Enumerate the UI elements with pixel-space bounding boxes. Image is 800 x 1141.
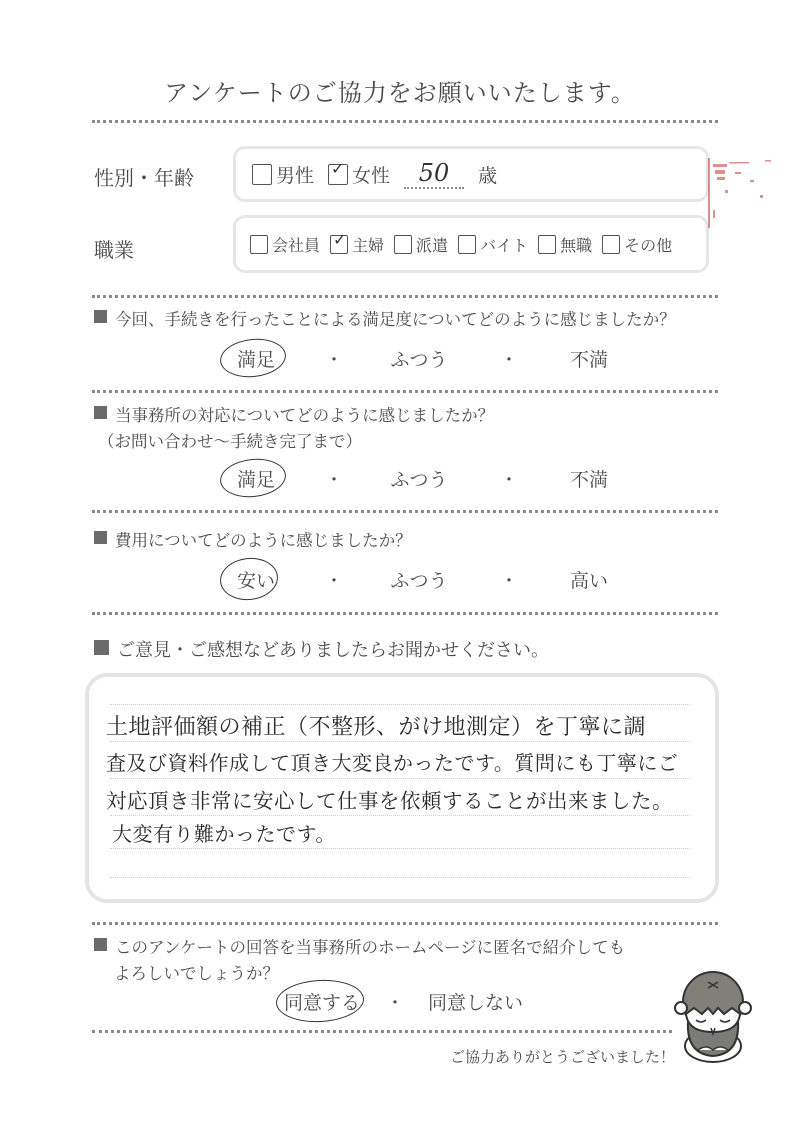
separator: ・ [386, 992, 404, 1014]
gender-female-checkbox[interactable] [328, 158, 348, 185]
separator: ・ [325, 469, 343, 491]
consent-question-line2: よろしいでしょうか？ [114, 964, 279, 983]
occupation-other-checkbox[interactable] [602, 235, 620, 254]
comments-prompt [94, 636, 549, 662]
occupation-parttime-checkbox[interactable] [458, 235, 476, 254]
ruled-line [110, 877, 690, 878]
comment-line-3: 対応頂き非常に安心して仕事を依頼することが出来ました。 [106, 789, 673, 813]
divider [92, 390, 718, 393]
q3-option-cheap-label: 安い [236, 570, 275, 592]
separator: ・ [325, 570, 343, 592]
selection-circle-icon [218, 336, 288, 381]
q1-option-normal-label: ふつう [390, 349, 448, 371]
consent-option-disagree[interactable] [428, 988, 523, 1015]
question-2-text: 当事務所の対応についてどのように感じましたか？ [115, 406, 495, 425]
age-value: 50 [418, 159, 450, 187]
check-mark-icon: ✓ [333, 229, 347, 249]
gender-age-box [233, 146, 709, 202]
separator: ・ [500, 469, 518, 491]
q2-option-satisfied-label: 満足 [236, 469, 275, 491]
occupation-other-label: その他 [624, 235, 673, 255]
question-1 [94, 306, 676, 330]
separator: ・ [500, 570, 518, 592]
occupation-unemployed-checkbox[interactable] [538, 235, 556, 254]
survey-title: アンケートのご協力をお願いいたします。 [164, 79, 636, 107]
gender-male-label: 男性 [276, 164, 315, 187]
divider [92, 510, 718, 513]
q2-option-normal[interactable] [384, 465, 454, 492]
question-1-choices [228, 345, 614, 372]
occupation-housewife-checkbox[interactable] [330, 229, 348, 254]
divider [92, 922, 718, 925]
gender-age-label: 性別・年齢 [94, 166, 194, 190]
occupation-housewife-label: 主婦 [352, 235, 385, 255]
comment-line-2: 査及び資料作成して頂き大変良かったです。質問にも丁寧にご [106, 751, 679, 775]
gender-male-checkbox[interactable] [252, 164, 272, 185]
bullet-square-icon [94, 310, 107, 323]
ruled-line [110, 778, 690, 779]
occupation-company-checkbox[interactable] [250, 235, 268, 254]
occupation-parttime-label: バイト [480, 235, 529, 255]
selection-circle-icon [218, 555, 280, 603]
q1-option-satisfied-label: 満足 [236, 349, 275, 371]
q3-option-expensive[interactable] [564, 566, 614, 593]
check-mark-icon: ✓ [331, 158, 345, 178]
stamp-mark-icon [705, 150, 785, 240]
occupation-company-label: 会社員 [272, 235, 321, 255]
ruled-line [110, 815, 690, 816]
q3-option-expensive-label: 高い [569, 570, 608, 592]
q1-option-normal[interactable] [384, 345, 454, 372]
divider [92, 612, 718, 615]
question-3-choices [228, 566, 614, 593]
bowing-mascot-icon [668, 966, 758, 1066]
question-2-choices [228, 465, 614, 492]
occupation-dispatch-label: 派遣 [416, 235, 449, 255]
comment-line-4: 大変有り難かったです。 [112, 822, 336, 846]
occupation-label: 職業 [94, 238, 134, 262]
ruled-line [110, 704, 690, 705]
selection-circle-icon [218, 456, 288, 501]
bullet-square-icon [94, 938, 107, 951]
q3-option-normal-label: ふつう [390, 570, 448, 592]
consent-option-agree[interactable] [282, 988, 362, 1015]
q3-option-cheap[interactable] [228, 566, 284, 593]
q2-option-dissatisfied[interactable] [564, 465, 614, 492]
consent-option-disagree-label: 同意しない [428, 992, 524, 1014]
ruled-line [110, 741, 690, 742]
question-3-text: 費用についてどのように感じましたか？ [115, 531, 412, 550]
question-2 [94, 402, 494, 426]
divider [92, 1030, 672, 1033]
question-2-subtext: （お問い合わせ〜手続き完了まで） [98, 432, 362, 451]
bullet-square-icon [94, 640, 109, 655]
comment-line-1: 土地評価額の補正（不整形、がけ地測定）を丁寧に調 [106, 715, 647, 740]
bullet-square-icon [94, 531, 107, 544]
consent-option-agree-label: 同意する [283, 992, 360, 1014]
age-unit: 歳 [478, 164, 498, 187]
consent-choices [282, 988, 523, 1015]
occupation-box [233, 215, 709, 273]
separator: ・ [325, 349, 343, 371]
bullet-square-icon [94, 406, 107, 419]
age-field[interactable] [404, 159, 464, 189]
q3-option-normal[interactable] [384, 566, 454, 593]
consent-question [94, 934, 625, 958]
question-1-text: 今回、手続きを行ったことによる満足度についてどのように感じましたか？ [115, 310, 676, 329]
ruled-line [110, 848, 690, 849]
separator: ・ [500, 349, 518, 371]
q1-option-dissatisfied-label: 不満 [569, 349, 608, 371]
q1-option-dissatisfied[interactable] [564, 345, 614, 372]
selection-circle-icon [275, 978, 365, 1025]
divider [92, 120, 718, 123]
question-3 [94, 527, 412, 551]
occupation-dispatch-checkbox[interactable] [394, 235, 412, 254]
gender-female-label: 女性 [352, 164, 391, 187]
consent-question-line1: このアンケートの回答を当事務所のホームページに匿名で紹介しても [115, 938, 626, 957]
occupation-unemployed-label: 無職 [560, 235, 593, 255]
divider [92, 295, 718, 298]
thanks-message: ご協力ありがとうございました！ [450, 1048, 676, 1066]
q2-option-normal-label: ふつう [390, 469, 448, 491]
comments-prompt-text: ご意見・ご感想などありましたらお聞かせください。 [117, 640, 549, 661]
q1-option-satisfied[interactable] [228, 345, 284, 372]
q2-option-dissatisfied-label: 不満 [569, 469, 608, 491]
q2-option-satisfied[interactable] [228, 465, 284, 492]
